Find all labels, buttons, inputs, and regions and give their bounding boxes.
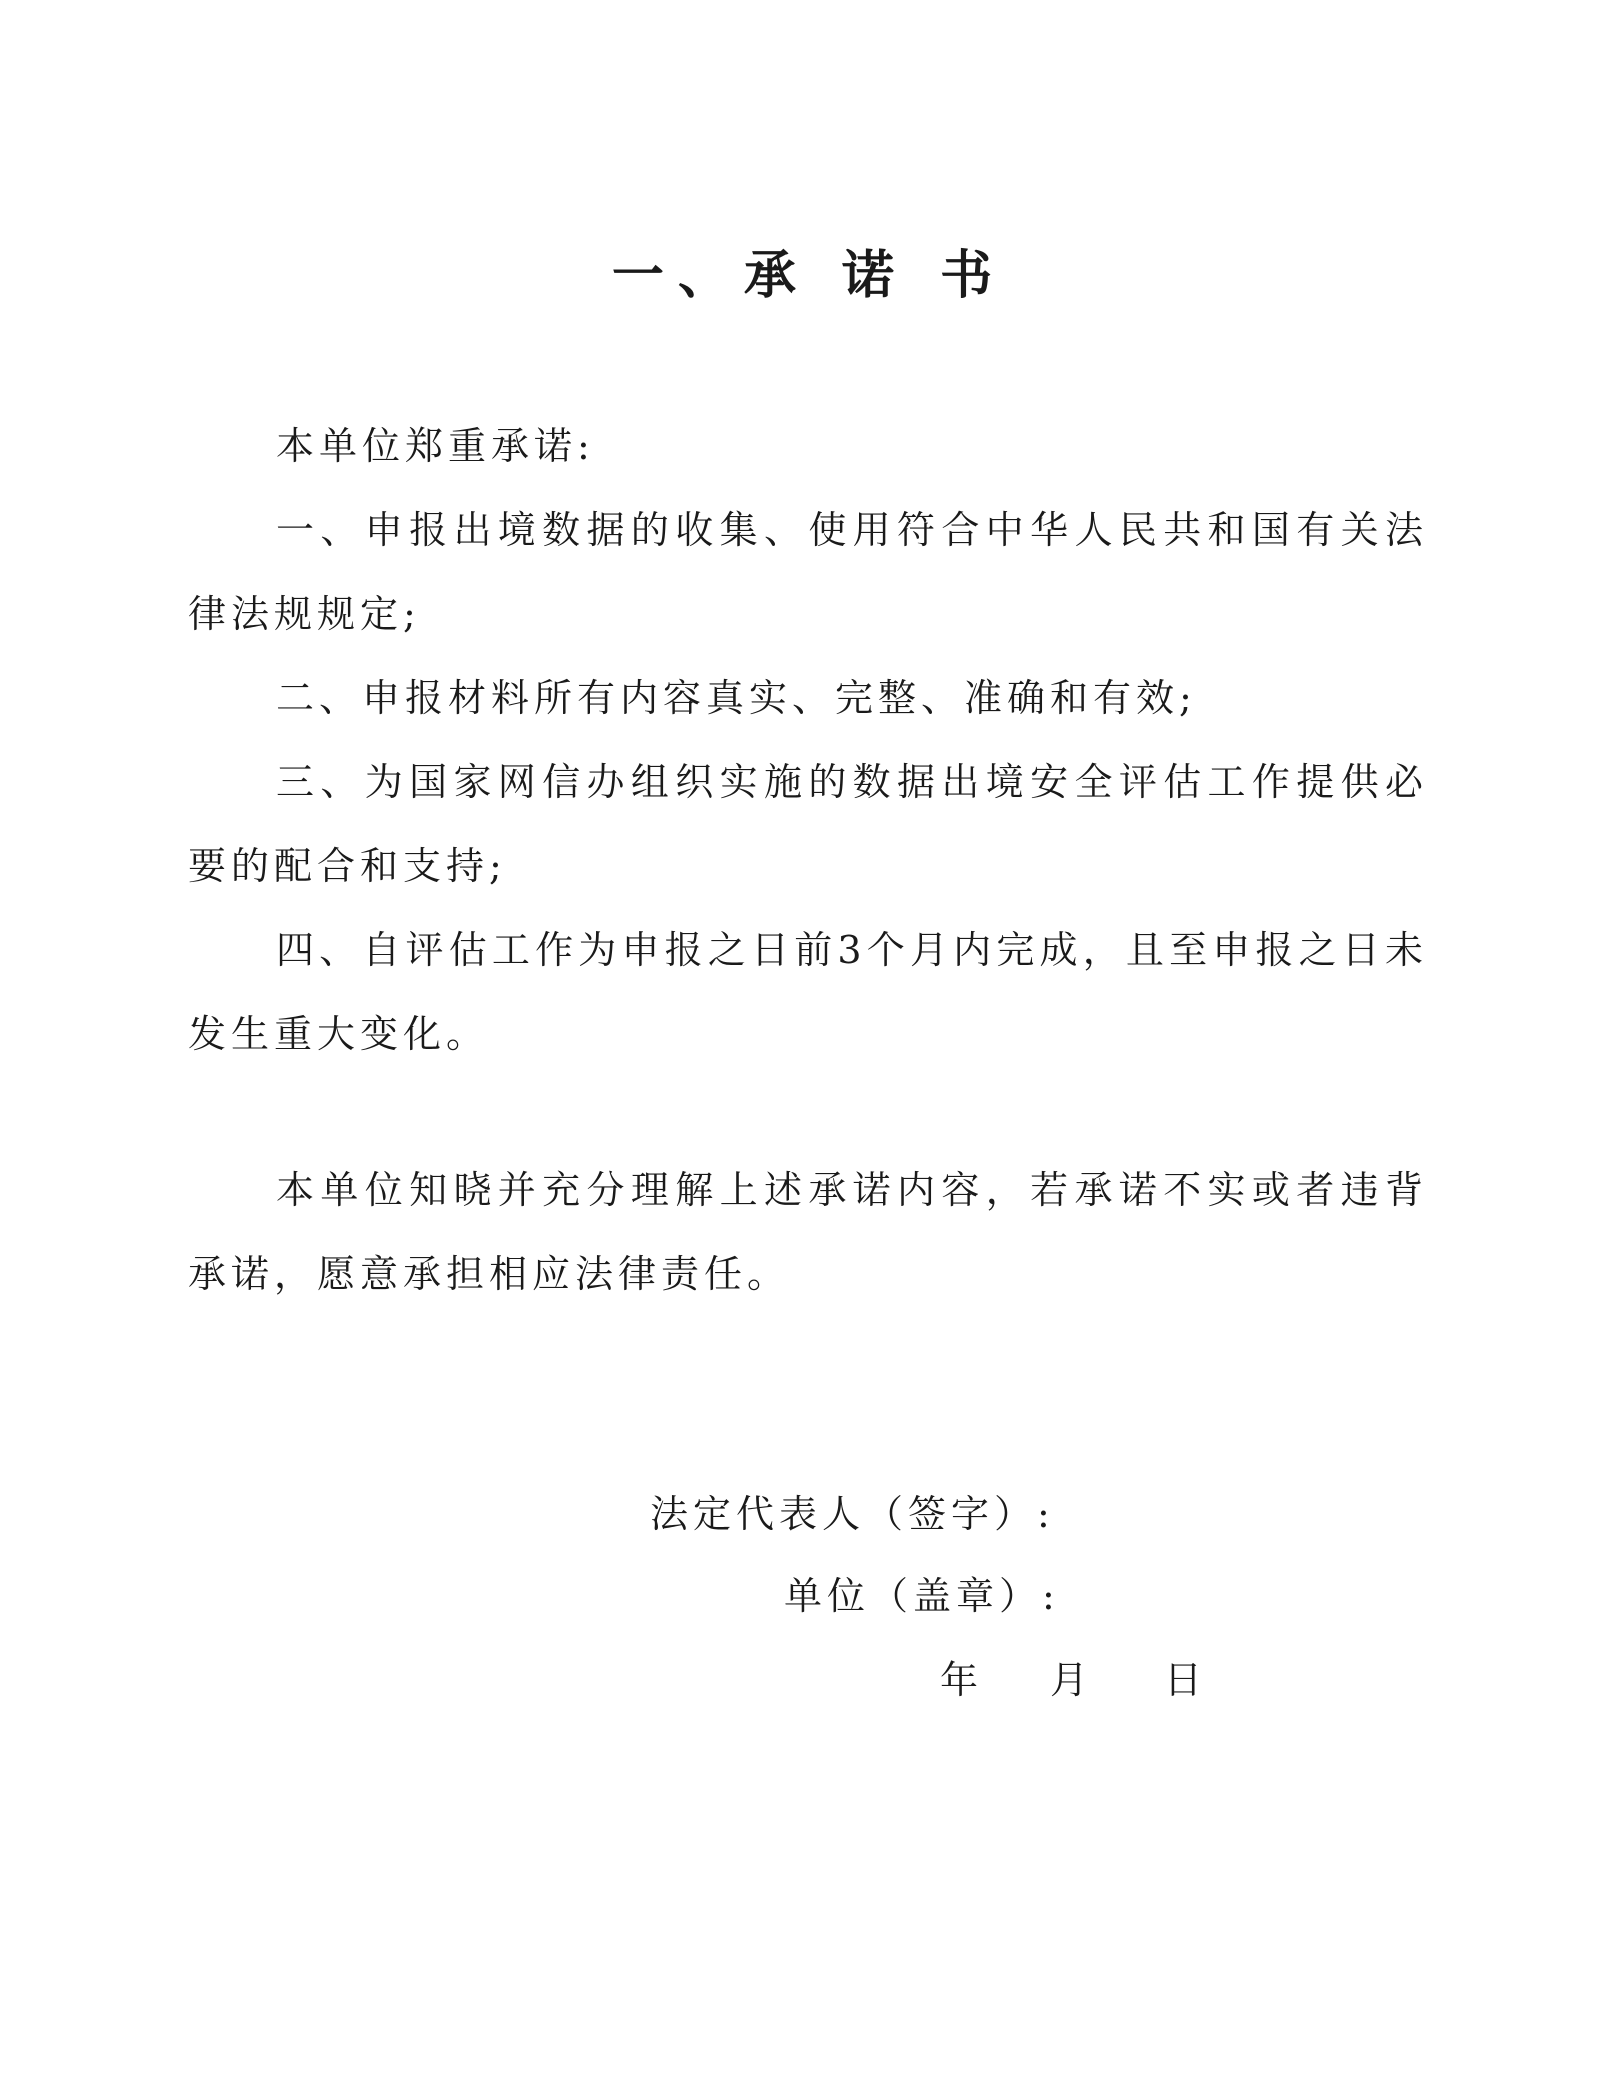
commitment-item-1: 一、申报出境数据的收集、使用符合中华人民共和国有关法律法规规定;: [188, 508, 1428, 636]
date-year-label: 年: [940, 1658, 984, 1702]
date-month-label: 月: [1050, 1658, 1094, 1702]
commitment-body: [188, 404, 1428, 1076]
commitment-intro: 本单位郑重承诺:: [276, 424, 595, 468]
document-title: 一、承 诺 书: [611, 245, 1007, 306]
liability-statement: [188, 1148, 1428, 1316]
commitment-item-2: 二、申报材料所有内容真实、完整、准确和有效;: [276, 676, 1197, 720]
unit-seal-label: 单位（盖章）:: [784, 1574, 1060, 1618]
commitment-item-4: 四、自评估工作为申报之日前3个月内完成，且至申报之日未发生重大变化。: [188, 928, 1428, 1056]
date-day-label: 日: [1164, 1658, 1208, 1702]
commitment-item-3: 三、为国家网信办组织实施的数据出境安全评估工作提供必要的配合和支持;: [188, 760, 1428, 888]
liability-paragraph: 本单位知晓并充分理解上述承诺内容，若承诺不实或者违背承诺，愿意承担相应法律责任。: [188, 1168, 1428, 1296]
representative-signature-label: 法定代表人（签字）:: [650, 1492, 1055, 1536]
